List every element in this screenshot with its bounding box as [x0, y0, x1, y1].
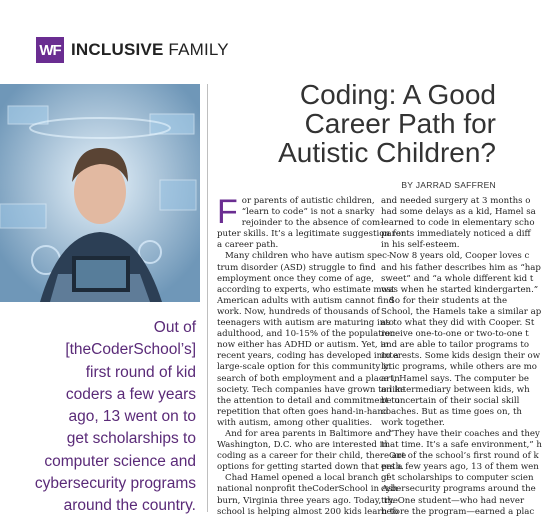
text-line: and are able to tailor programs to	[381, 340, 530, 351]
text-line: receive one-to-one or two-to-one t	[381, 329, 529, 340]
text-line: And for area parents in Baltimore and	[225, 428, 392, 439]
paragraph-1	[381, 196, 536, 251]
text-line: Chad Hamel opened a local branch of	[225, 473, 390, 484]
pull-quote	[18, 317, 196, 518]
text-line: “They have their coaches and they	[389, 428, 540, 439]
publication-header	[36, 37, 229, 63]
text-line: an intermediary between kids, wh	[381, 384, 530, 395]
text-line: American adults with autism cannot find	[217, 295, 395, 306]
brand-logo: WF	[36, 37, 64, 63]
text-line: Many children who have autism spec-	[225, 251, 390, 262]
paragraph-2	[217, 251, 406, 429]
text-line: adulthood, and 10-15% of the population	[217, 329, 396, 340]
text-line: the attention to detail and commitment to	[217, 395, 400, 406]
paragraph-5	[381, 451, 539, 518]
column-divider	[207, 84, 208, 512]
text-line: school is helping almost 200 kids learn to	[217, 506, 399, 517]
text-line: national nonprofit theCoderSchool in Ash-	[217, 484, 401, 495]
text-line: work. Now, hundreds of thousands of	[217, 306, 380, 317]
text-line: large-scale option for this community in	[217, 362, 392, 373]
text-line: learned to code in elementary scho	[381, 218, 535, 229]
text-line: cybersecurity programs around the	[381, 484, 536, 495]
text-line: with autism, among other qualities.	[217, 417, 373, 428]
text-line: or parents of autistic children,	[241, 196, 375, 206]
paragraph-3	[381, 295, 542, 429]
pull-quote-line: first round of kid	[85, 363, 196, 381]
text-line: as to what they did with Cooper. St	[381, 318, 535, 329]
text-line: interests. Some kids design their ow	[381, 351, 541, 362]
text-line: according to experts, who estimate most	[217, 284, 395, 295]
text-line: before the program—earned a plac	[381, 506, 535, 517]
publication-name	[71, 40, 229, 60]
text-line: and needed surgery at 3 months o	[381, 196, 531, 206]
text-line: sweet” and “a whole different kid t	[381, 273, 534, 284]
text-line: Washington, D.C. who are interested in	[217, 440, 388, 451]
pull-quote-line: ago, 13 went on to	[68, 408, 196, 426]
text-line: options for getting started down that path.	[217, 462, 404, 473]
text-line: was when he started kindergarten.”	[381, 284, 539, 295]
text-line: that time. It’s a safe environment,” h	[381, 440, 542, 451]
drop-cap: F	[217, 193, 238, 231]
text-line: trum disorder (ASD) struggle to find	[217, 262, 376, 273]
text-line: teenagers with autism are maturing into	[217, 318, 394, 329]
text-line: get scholarships to computer scien	[381, 473, 534, 484]
paragraph-2	[381, 251, 541, 295]
paragraph-4	[381, 428, 542, 451]
pull-quote-line: Out of	[153, 319, 196, 336]
text-line: had some delays as a kid, Hamel sa	[381, 207, 536, 218]
article-photo	[0, 84, 200, 302]
text-line: puter skills. It’s a legitimate suggestion for	[217, 229, 406, 240]
article-title	[216, 80, 512, 167]
text-line: search of both employment and a place in	[217, 373, 400, 384]
text-line: rejoinder to the absence of com-	[241, 218, 384, 229]
pull-quote-line: [theCoderSchool’s]	[65, 341, 196, 359]
text-line: art, Hamel says. The computer be	[381, 373, 529, 384]
publication-name-light: FAMILY	[168, 40, 229, 59]
pull-quote-line: get scholarships to	[66, 430, 196, 448]
text-line: coaches. But as time goes on, th	[381, 406, 522, 417]
paragraph-4	[217, 473, 401, 517]
text-line: be uncertain of their social skill	[381, 395, 520, 406]
pull-quote-line: cybersecurity programs	[34, 475, 196, 493]
text-line: recent years, coding has developed into a	[217, 351, 399, 362]
text-line: coding as a career for their child, there are	[217, 451, 407, 462]
title-line: Career Path for	[304, 108, 496, 139]
text-line: Out of the school’s first round of k	[389, 451, 539, 462]
title-line: Coding: A Good	[299, 79, 496, 110]
text-line: parents immediately noticed a diff	[381, 229, 531, 240]
text-line: and his father describes him as “hap	[381, 262, 541, 273]
body-column-1	[217, 193, 407, 518]
text-line: “learn to code” is not a snarky	[241, 207, 375, 218]
text-line: burn, Virginia three years ago. Today, the	[217, 495, 398, 506]
text-line: in his self-esteem.	[381, 240, 460, 251]
paragraph-1	[217, 193, 406, 251]
text-line: employment once they come of age,	[217, 273, 374, 284]
text-line: lytic programs, while others are mo	[381, 362, 537, 373]
text-line: So for their students at the	[389, 295, 508, 306]
text-line: work together.	[381, 417, 445, 428]
text-line: ers a few years ago, 13 of them wen	[381, 462, 539, 473]
text-line: try. One student—who had never	[381, 495, 525, 506]
text-line: now either has ADHD or autism. Yet, in	[217, 340, 389, 351]
text-line: a career path.	[217, 240, 279, 251]
pull-quote-line: around the country.	[63, 497, 196, 515]
pull-quote-line: computer science and	[44, 452, 196, 470]
text-line: repetition that often goes hand-in-hand	[217, 406, 389, 417]
text-line: society. Tech companies have grown to like	[217, 384, 406, 395]
publication-name-bold: INCLUSIVE	[71, 40, 164, 59]
text-line: School, the Hamels take a similar ap	[381, 306, 542, 317]
byline: BY JARRAD SAFFREN	[401, 180, 496, 190]
pull-quote-line: coders a few years	[65, 385, 196, 403]
title-line: Autistic Children?	[278, 137, 496, 168]
paragraph-3	[217, 428, 407, 473]
body-column-2	[381, 196, 542, 518]
text-line: Now 8 years old, Cooper loves c	[389, 251, 530, 262]
